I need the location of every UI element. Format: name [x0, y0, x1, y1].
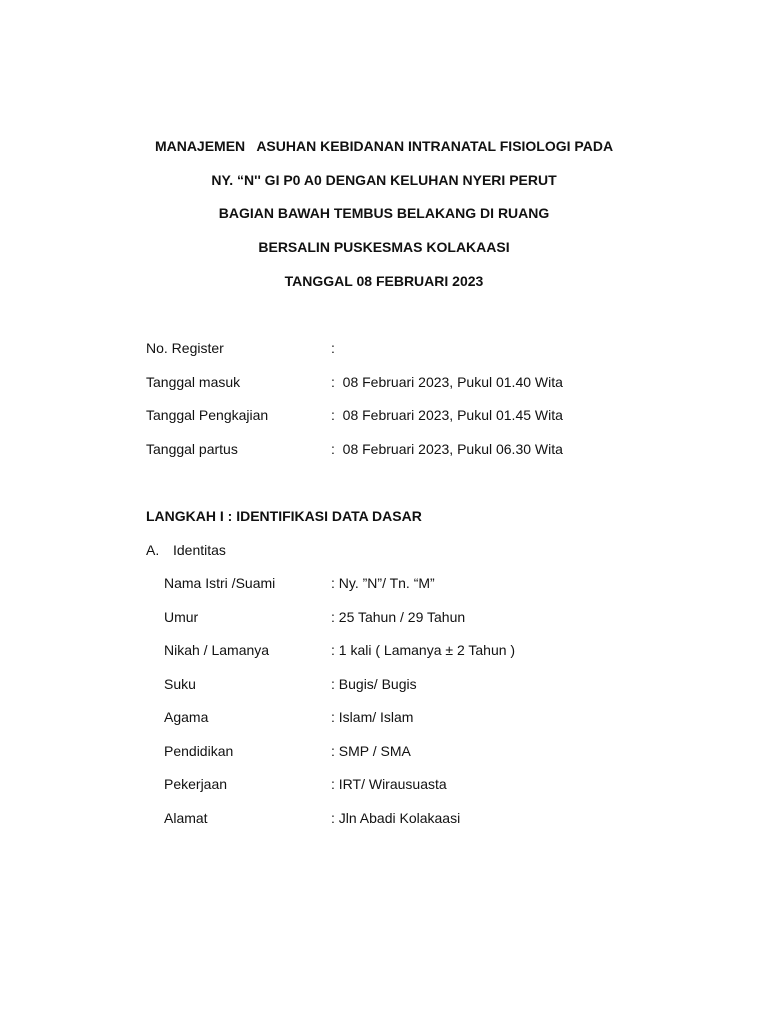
- admission-date-value: : 08 Februari 2023, Pukul 01.40 Wita: [331, 374, 563, 390]
- document-title-line-1: MANAJEMEN ASUHAN KEBIDANAN INTRANATAL FISIOLOGI PADA: [154, 138, 614, 154]
- register-value: :: [331, 340, 335, 356]
- identity-label-education: Pendidikan: [164, 743, 234, 759]
- identity-label-ethnicity: Suku: [164, 676, 196, 692]
- identity-label-marriage: Nikah / Lamanya: [164, 642, 270, 658]
- identity-value-address: : Jln Abadi Kolakaasi: [331, 810, 461, 826]
- delivery-date-value: : 08 Februari 2023, Pukul 06.30 Wita: [331, 441, 563, 457]
- assessment-date-label: Tanggal Pengkajian: [146, 407, 269, 423]
- subsection-label: Identitas: [173, 542, 226, 558]
- identity-label-address: Alamat: [164, 810, 208, 826]
- register-label: No. Register: [146, 340, 224, 356]
- identity-value-education: : SMP / SMA: [331, 743, 411, 759]
- document-title-line-3: BAGIAN BAWAH TEMBUS BELAKANG DI RUANG: [218, 205, 550, 221]
- delivery-date-label: Tanggal partus: [146, 441, 238, 457]
- identity-value-marriage: : 1 kali ( Lamanya ± 2 Tahun ): [331, 642, 516, 658]
- identity-value-occupation: : IRT/ Wirausuasta: [331, 776, 447, 792]
- identity-value-religion: : Islam/ Islam: [331, 709, 414, 725]
- subsection-marker: A.: [146, 542, 160, 558]
- document-title-line-2: NY. “N'' GI P0 A0 DENGAN KELUHAN NYERI PERUT: [211, 172, 557, 188]
- admission-date-label: Tanggal masuk: [146, 374, 241, 390]
- identity-value-names: : Ny. ”N”/ Tn. “M”: [331, 575, 435, 591]
- identity-label-occupation: Pekerjaan: [164, 776, 228, 792]
- assessment-date-value: : 08 Februari 2023, Pukul 01.45 Wita: [331, 407, 563, 423]
- document-title-line-4: BERSALIN PUSKESMAS KOLAKAASI: [258, 239, 510, 255]
- identity-label-age: Umur: [164, 609, 199, 625]
- identity-value-ethnicity: : Bugis/ Bugis: [331, 676, 417, 692]
- identity-label-religion: Agama: [164, 709, 209, 725]
- section-heading: LANGKAH I : IDENTIFIKASI DATA DASAR: [146, 508, 422, 524]
- identity-label-names: Nama Istri /Suami: [164, 575, 276, 591]
- document-title-line-5: TANGGAL 08 FEBRUARI 2023: [284, 273, 484, 289]
- identity-value-age: : 25 Tahun / 29 Tahun: [331, 609, 466, 625]
